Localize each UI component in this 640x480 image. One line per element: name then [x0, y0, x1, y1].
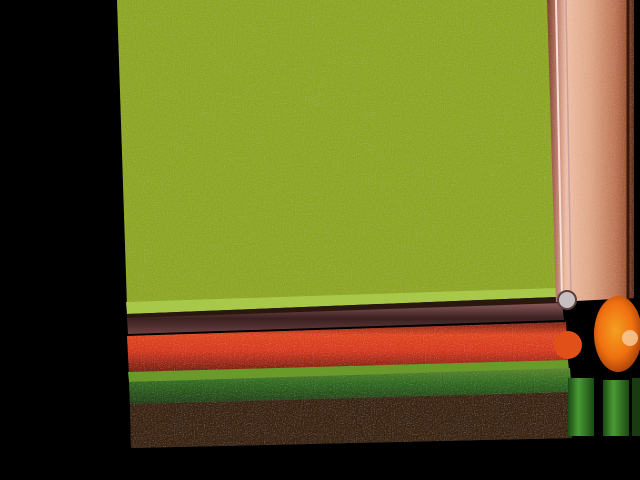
pocket-highlight	[622, 330, 638, 346]
corner-post	[547, 0, 634, 302]
table-felt	[117, 0, 556, 306]
pocket-rim	[554, 331, 582, 359]
leg-post-2	[603, 380, 629, 436]
corner-bolt	[558, 291, 576, 309]
leg-post-3	[632, 378, 640, 436]
leg-post-1	[568, 378, 594, 436]
